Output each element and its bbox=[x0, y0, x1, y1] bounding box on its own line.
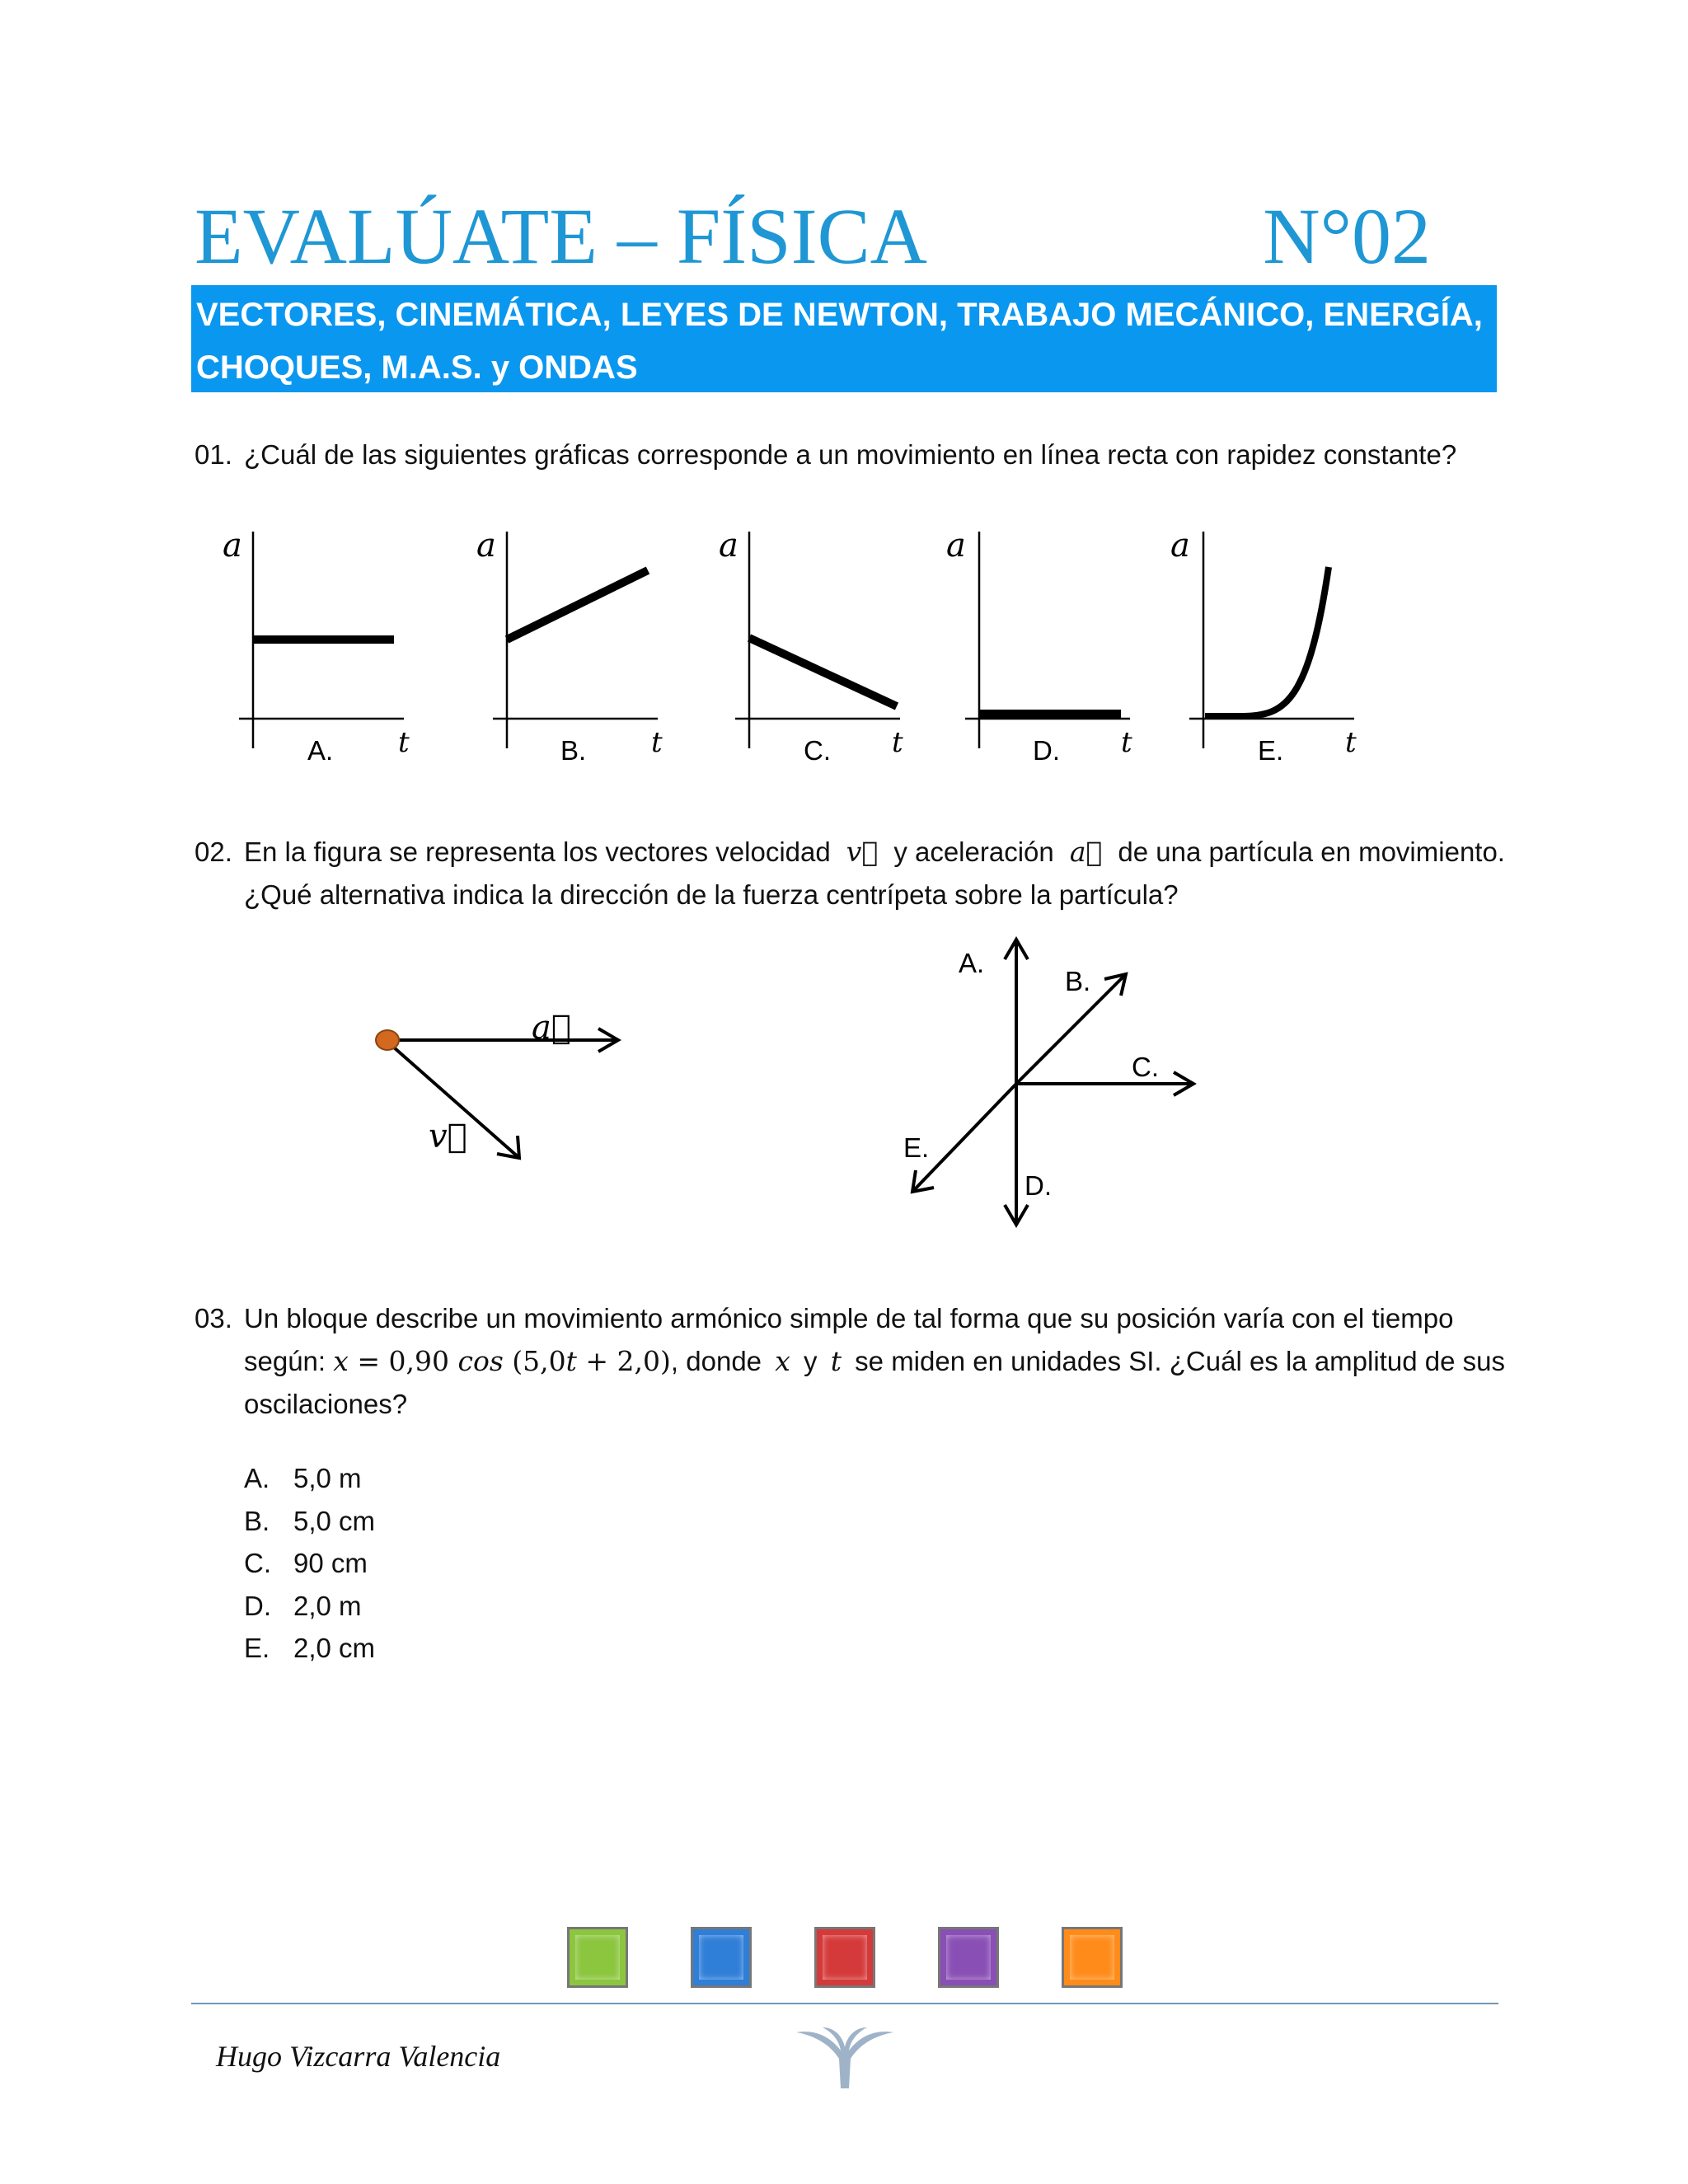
particle-vectors-figure bbox=[376, 1009, 618, 1158]
text-segment: En la figura se representa los vectores velocidad bbox=[244, 837, 831, 867]
option-letter: C. bbox=[244, 1548, 271, 1578]
option-letter: D. bbox=[244, 1590, 271, 1621]
question-number: 02. bbox=[195, 837, 232, 867]
variable-x: x bbox=[775, 1345, 790, 1377]
graph-e bbox=[1170, 527, 1357, 766]
x-axis-label: t bbox=[398, 726, 410, 759]
option-value: 90 cm bbox=[293, 1548, 368, 1578]
option-value: 2,0 m bbox=[293, 1590, 362, 1621]
x-axis-label: t bbox=[892, 726, 903, 759]
equation-intro bbox=[244, 1340, 762, 1383]
q1-graphs bbox=[0, 511, 1688, 775]
y-axis-label: a bbox=[476, 527, 496, 565]
question-3 bbox=[195, 1297, 1505, 1437]
x-axis-label: t bbox=[1121, 726, 1132, 759]
question-text bbox=[244, 1297, 1505, 1426]
decorative-square-green bbox=[567, 1927, 628, 1988]
eq-variable-t: t bbox=[565, 1345, 577, 1377]
graph-line bbox=[507, 570, 648, 640]
q2-figures bbox=[0, 923, 1688, 1253]
graph-line bbox=[749, 638, 897, 706]
question-1 bbox=[195, 434, 1505, 483]
eq-segment: (5,0 bbox=[503, 1345, 566, 1377]
velocity-symbol: v⃗ bbox=[846, 836, 879, 868]
graph-c bbox=[719, 527, 903, 766]
graph-label: A. bbox=[307, 735, 334, 766]
question-text-line-2: ¿Qué alternativa indica la dirección de la fuerza centrípeta sobre la partícula? bbox=[244, 879, 1179, 910]
eq-segment: = 0,90 bbox=[348, 1345, 458, 1377]
footer-logo-icon bbox=[791, 2018, 898, 2092]
eq-segment: + 2,0) bbox=[576, 1345, 671, 1377]
acceleration-symbol: a⃗ bbox=[1069, 836, 1103, 868]
author-name: Hugo Vizcarra Valencia bbox=[216, 2040, 501, 2073]
variable-t: t bbox=[830, 1345, 842, 1377]
title-text: EVALÚATE – FÍSICA bbox=[195, 192, 927, 280]
graph-a bbox=[223, 527, 410, 766]
y-axis-label: a bbox=[1170, 527, 1190, 565]
decorative-square-orange bbox=[1062, 1927, 1123, 1988]
x-axis-label: t bbox=[1345, 726, 1357, 759]
direction-options-figure bbox=[903, 940, 1193, 1225]
text-segment: de una partícula en movimiento. bbox=[1118, 837, 1505, 867]
decorative-square-red bbox=[814, 1927, 875, 1988]
eq-variable-x: x bbox=[333, 1345, 349, 1377]
graph-b bbox=[476, 527, 663, 766]
option-value: 5,0 cm bbox=[293, 1505, 376, 1536]
question-text: ¿Cuál de las siguientes gráficas corresponde a un movimiento en línea recta con rapidez constante? bbox=[244, 439, 1457, 470]
graph-line bbox=[1205, 567, 1329, 716]
question-text-line-3: oscilaciones? bbox=[244, 1389, 408, 1419]
question-text-line-1: Un bloque describe un movimiento armónico simple de tal forma que su posición varía con el tiempo bbox=[244, 1303, 1454, 1333]
logo-shape bbox=[796, 2027, 893, 2088]
option-letter: B. bbox=[244, 1505, 270, 1536]
y-axis-label: a bbox=[223, 527, 242, 565]
topics-banner bbox=[191, 285, 1497, 392]
page-title bbox=[195, 191, 1431, 282]
eq-cos: cos bbox=[457, 1345, 504, 1377]
question-text bbox=[244, 831, 1505, 916]
text-segment: , donde bbox=[670, 1346, 762, 1376]
footer-divider bbox=[191, 2003, 1498, 2004]
topics-line-1: VECTORES, CINEMÁTICA, LEYES DE NEWTON, TRABAJO MECÁNICO, ENERGÍA, bbox=[196, 297, 1483, 333]
text-segment: según: bbox=[244, 1346, 326, 1376]
graph-label: C. bbox=[804, 735, 831, 766]
graph-label: E. bbox=[1258, 735, 1284, 766]
x-axis-label: t bbox=[651, 726, 663, 759]
option-label-a: A. bbox=[959, 948, 985, 978]
worksheet-number: N°02 bbox=[1263, 192, 1431, 280]
decorative-square-purple bbox=[938, 1927, 999, 1988]
option-letter: A. bbox=[244, 1463, 270, 1493]
graph-label: D. bbox=[1033, 735, 1060, 766]
option-value: 5,0 m bbox=[293, 1463, 362, 1493]
option-label-e: E. bbox=[903, 1132, 930, 1163]
particle bbox=[376, 1030, 399, 1050]
option-label-b: B. bbox=[1065, 966, 1091, 996]
text-segment: y aceleración bbox=[893, 837, 1054, 867]
question-2 bbox=[195, 831, 1505, 921]
topics-line-2: CHOQUES, M.A.S. y ONDAS bbox=[196, 349, 638, 386]
question-number: 01. bbox=[195, 439, 232, 470]
acceleration-label: a⃗ bbox=[532, 1009, 571, 1047]
velocity-label: v⃗ bbox=[429, 1118, 467, 1155]
option-letter: E. bbox=[244, 1633, 270, 1663]
question-number: 03. bbox=[195, 1303, 232, 1333]
y-axis-label: a bbox=[719, 527, 738, 565]
question-text-line-2 bbox=[244, 1340, 1505, 1383]
graph-d bbox=[946, 527, 1132, 766]
y-axis-label: a bbox=[946, 527, 966, 565]
graph-label: B. bbox=[560, 735, 587, 766]
option-label-c: C. bbox=[1132, 1052, 1159, 1082]
text-segment: y bbox=[804, 1346, 818, 1376]
text-segment: se miden en unidades SI. ¿Cuál es la amplitud de sus bbox=[855, 1346, 1505, 1376]
option-value: 2,0 cm bbox=[293, 1633, 376, 1663]
option-label-d: D. bbox=[1025, 1170, 1052, 1201]
decorative-square-blue bbox=[691, 1927, 752, 1988]
